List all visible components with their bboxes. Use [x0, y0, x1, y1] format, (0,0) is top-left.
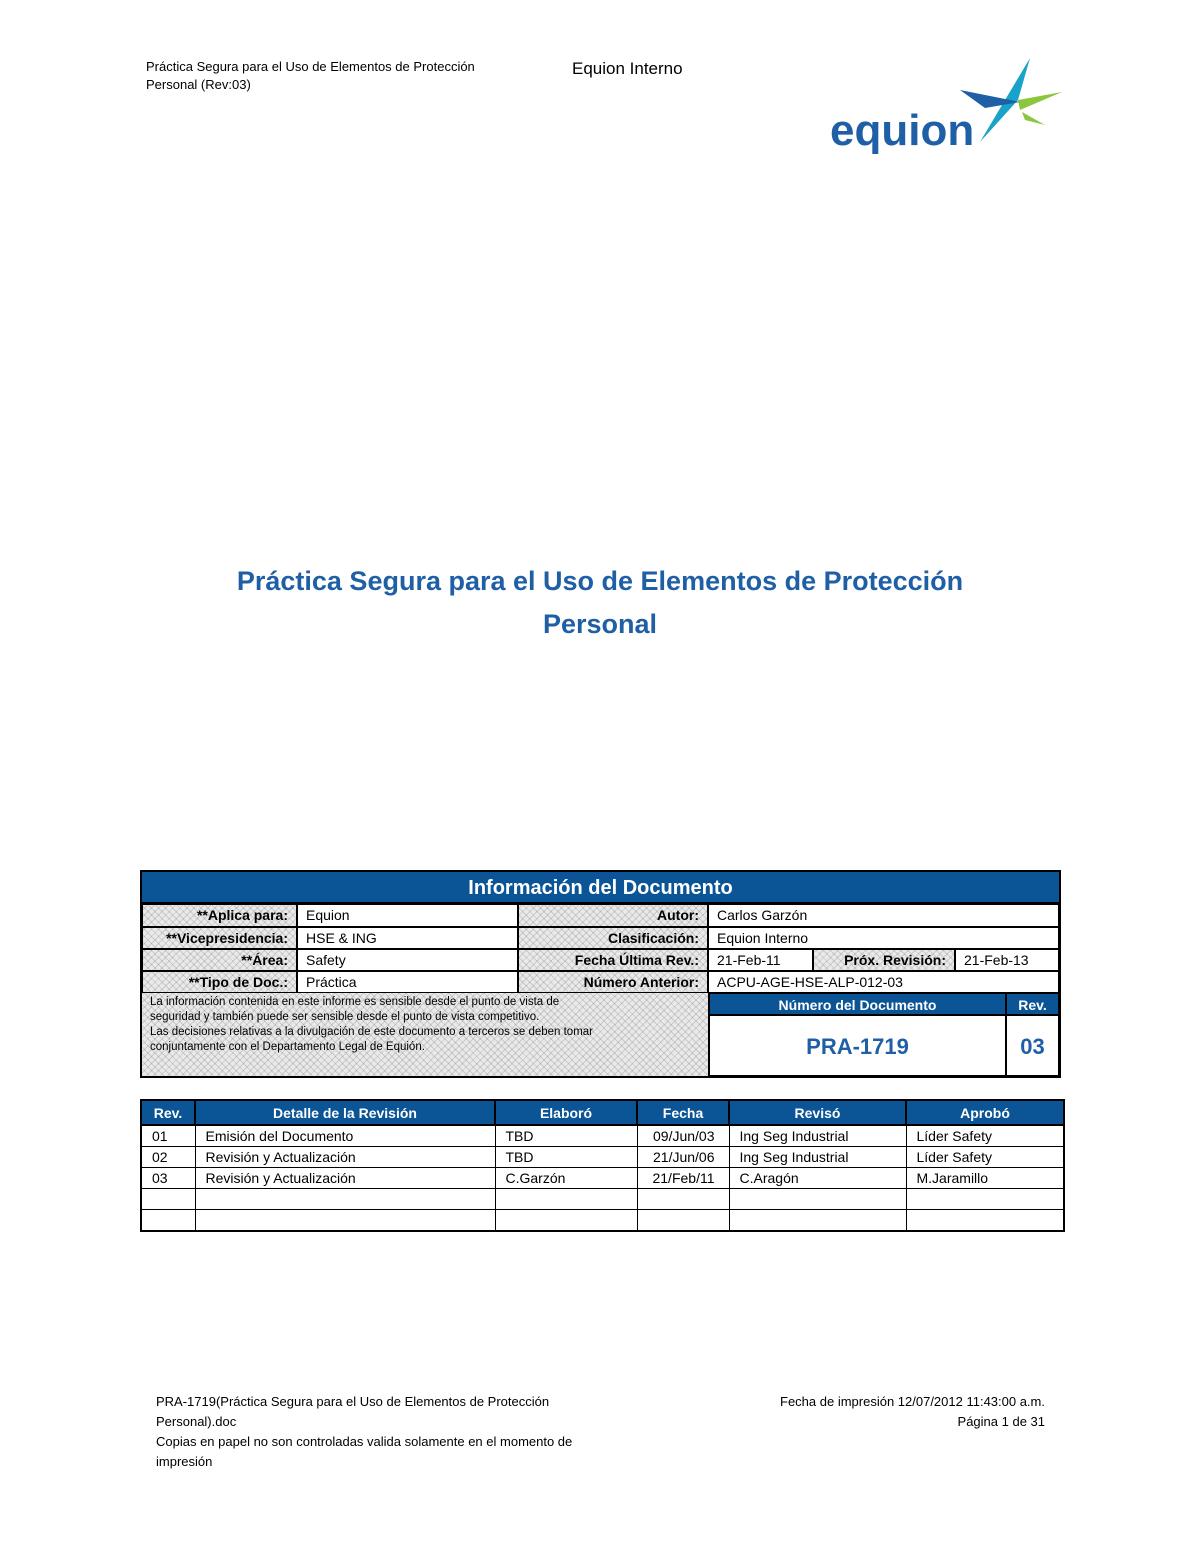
logo-mark-green: [1018, 92, 1062, 110]
cell-fecha: [637, 1189, 729, 1210]
cell-aprobo: Líder Safety: [906, 1125, 1064, 1147]
prox-value: 21-Feb-13: [955, 949, 1059, 971]
cell-elaboro: TBD: [495, 1125, 637, 1147]
col-header-fecha: Fecha: [637, 1100, 729, 1125]
footer-left: [156, 1392, 616, 1472]
note-line4: conjuntamente con el Departamento Legal de Equión.: [150, 1041, 425, 1053]
cell-detalle: [195, 1210, 495, 1232]
numdoc-header: Número del Documento: [708, 993, 1006, 1015]
footer-page-number: Página 1 de 31: [957, 1414, 1045, 1429]
cell-aprobo: Líder Safety: [906, 1147, 1064, 1168]
aplica-value: Equion: [297, 904, 518, 927]
document-title: [0, 560, 1200, 646]
cell-rev: [141, 1189, 195, 1210]
cell-aprobo: M.Jaramillo: [906, 1168, 1064, 1189]
autor-label: Autor:: [518, 904, 708, 927]
note-line1: La información contenida en este informe es sensible desde el punto de vista de: [150, 996, 560, 1008]
note-line3: Las decisiones relativas a la divulgación de este documento a terceros se deben tomar: [150, 1026, 594, 1038]
cell-rev: 03: [141, 1168, 195, 1189]
cell-rev: [141, 1210, 195, 1232]
cell-aprobo: [906, 1210, 1064, 1232]
footer-print-date: Fecha de impresión 12/07/2012 11:43:00 a.m.: [780, 1394, 1045, 1409]
title-line1: Práctica Segura para el Uso de Elementos de Protección: [236, 566, 964, 596]
numant-label: Número Anterior:: [518, 971, 708, 993]
revision-history-table: [140, 1099, 1065, 1232]
header-doc-title: [146, 58, 526, 94]
table-row: [141, 1125, 1064, 1147]
cell-reviso: [729, 1210, 906, 1232]
equion-logo: [830, 50, 1065, 160]
cell-rev: 01: [141, 1125, 195, 1147]
header-title-line2: Personal (Rev:03): [146, 77, 251, 92]
fecha-value: 21-Feb-11: [708, 949, 813, 971]
vice-label: **Vicepresidencia:: [142, 927, 297, 949]
cell-fecha: 21/Feb/11: [637, 1168, 729, 1189]
document-info-table: [140, 870, 1061, 1078]
footer-disclaimer-line1: Copias en papel no son controladas valida solamente en el momento de: [156, 1434, 573, 1449]
cell-detalle: Revisión y Actualización: [195, 1168, 495, 1189]
revision-header-row: [141, 1100, 1064, 1125]
cell-detalle: [195, 1189, 495, 1210]
note-line2: seguridad y también puede ser sensible desde el punto de vista competitivo.: [150, 1011, 540, 1023]
footer-disclaimer-line2: impresión: [156, 1454, 213, 1469]
cell-fecha: 09/Jun/03: [637, 1125, 729, 1147]
aplica-label: **Aplica para:: [142, 904, 297, 927]
clasif-label: Clasificación:: [518, 927, 708, 949]
numant-value: ACPU-AGE-HSE-ALP-012-03: [708, 971, 1059, 993]
cell-elaboro: [495, 1210, 637, 1232]
cell-detalle: Emisión del Documento: [195, 1125, 495, 1147]
table-row: [141, 1147, 1064, 1168]
rev-value: 03: [1006, 1015, 1059, 1076]
cell-rev: 02: [141, 1147, 195, 1168]
info-heading: Información del Documento: [142, 872, 1059, 904]
cell-fecha: [637, 1210, 729, 1232]
header-title-line1: Práctica Segura para el Uso de Elementos de Protección: [146, 59, 475, 74]
cell-elaboro: C.Garzón: [495, 1168, 637, 1189]
col-header-detalle: Detalle de la Revisión: [195, 1100, 495, 1125]
cell-elaboro: [495, 1189, 637, 1210]
cell-detalle: Revisión y Actualización: [195, 1147, 495, 1168]
col-header-rev: Rev.: [141, 1100, 195, 1125]
tipo-value: Práctica: [297, 971, 518, 993]
area-value: Safety: [297, 949, 518, 971]
fecha-label: Fecha Última Rev.:: [518, 949, 708, 971]
prox-label: Próx. Revisión:: [813, 949, 955, 971]
area-label: **Área:: [142, 949, 297, 971]
col-header-reviso: Revisó: [729, 1100, 906, 1125]
cell-reviso: Ing Seg Industrial: [729, 1147, 906, 1168]
cell-reviso: [729, 1189, 906, 1210]
table-row-empty: [141, 1189, 1064, 1210]
cell-fecha: 21/Jun/06: [637, 1147, 729, 1168]
logo-mark-small: [1022, 112, 1045, 125]
table-row-empty: [141, 1210, 1064, 1232]
rev-header: Rev.: [1006, 993, 1059, 1015]
table-row: [141, 1168, 1064, 1189]
cell-reviso: Ing Seg Industrial: [729, 1125, 906, 1147]
col-header-elaboro: Elaboró: [495, 1100, 637, 1125]
tipo-label: **Tipo de Doc.:: [142, 971, 297, 993]
header-classification: Equion Interno: [572, 59, 683, 78]
cell-reviso: C.Aragón: [729, 1168, 906, 1189]
vice-value: HSE & ING: [297, 927, 518, 949]
title-line2: Personal: [542, 609, 658, 639]
footer-filename-line1: PRA-1719(Práctica Segura para el Uso de Elementos de Protección: [156, 1394, 550, 1409]
footer-filename-line2: Personal).doc: [156, 1414, 237, 1429]
logo-wordmark: equion: [830, 106, 975, 155]
cell-aprobo: [906, 1189, 1064, 1210]
footer-right: [720, 1392, 1045, 1432]
col-header-aprobo: Aprobó: [906, 1100, 1064, 1125]
numdoc-value: PRA-1719: [708, 1015, 1006, 1076]
cell-elaboro: TBD: [495, 1147, 637, 1168]
autor-value: Carlos Garzón: [708, 904, 1059, 927]
clasif-value: Equion Interno: [708, 927, 1059, 949]
confidentiality-note: [142, 993, 708, 1076]
